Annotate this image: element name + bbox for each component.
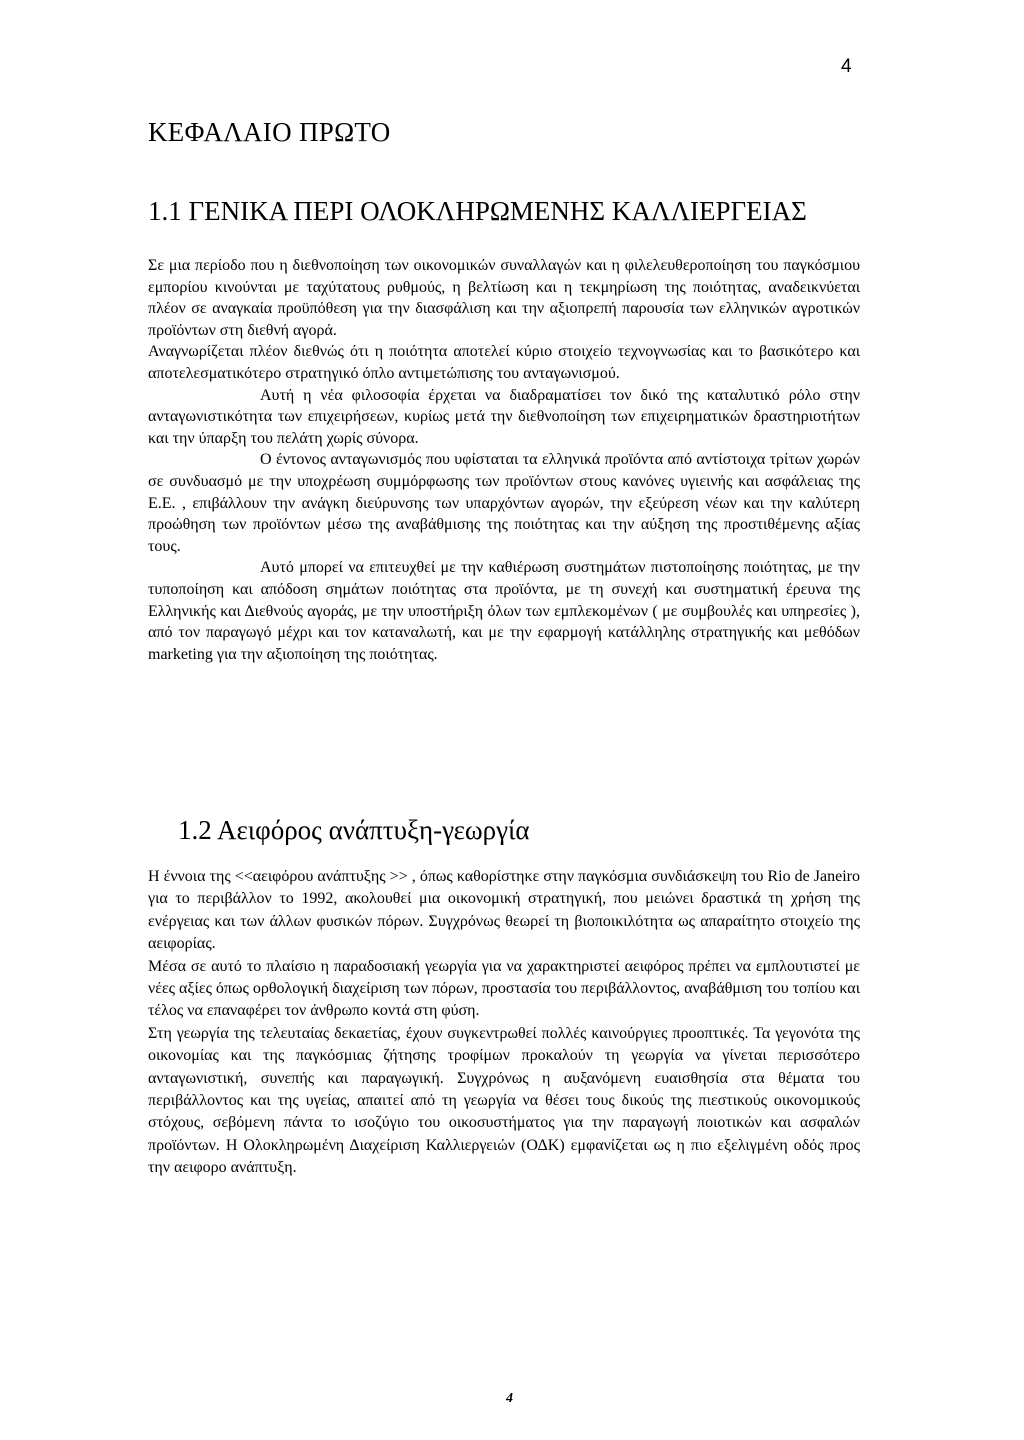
paragraph: Αυτό μπορεί να επιτευχθεί με την καθιέρωση συστημάτων πιστοποίησης ποιότητας, με την τυποποίηση και απόδοση σημάτων ποιότητας στα προϊόντα, με τη συνεχή και συστηματική έρευνα της Ελληνικής και Διεθνούς αγοράς, με την υποστήριξη όλων των εμπλεκομένων ( με συμβουλές και υπηρεσίες ), από τον παραγωγό μέχρι και τον καταναλωτή, και με την εφαρμογή κατάλληλης στρατηγικής και μεθόδων marketing για την αξιοποίηση της ποιότητας.	[148, 559, 860, 663]
paragraph: Στη γεωργία της τελευταίας δεκαετίας, έχουν συγκεντρωθεί πολλές καινούργιες προοπτικές. Τα γεγονότα της οικονομίας και της παγκόσμιας ζήτησης τροφίμων προκαλούν τη γεωργία να γίνεται περισσότερο ανταγωνιστική, συνεπής και παραγωγική. Συγχρόνως η αυξανόμενη ευαισθησία στα θέματα του περιβάλλοντος και της υγείας, απαιτεί από τη γεωργία να θέσει τους δικούς της πιεστικούς οικονομικούς στόχους, σεβόμενη πάντα το ισοζύγιο του οικοσυστήματος για την παραγωγή ποιοτικών και ασφαλών προϊόντων. Η Ολοκληρωμένη Διαχείριση Καλλιεργειών (ΟΔΚ) εμφανίζεται ως η πιο εξελιγμένη οδός προς την αειφορο ανάπτυξη.	[148, 1024, 860, 1177]
paragraph: Αναγνωρίζεται πλέον διεθνώς ότι η ποιότητα αποτελεί κύριο στοιχείο τεχνογνωσίας και το βασικότερο και αποτελεσματικότερο στρατηγικό όπλο αντιμετώπισης του ανταγωνισμού.	[148, 343, 860, 382]
page-number: 4	[841, 56, 852, 77]
paragraph: Σε μια περίοδο που η διεθνοποίηση των οικονομικών συναλλαγών και η φιλελευθεροποίηση του παγκόσμιου εμπορίου κινούνται με ταχύτατους ρυθμούς, η βελτίωση και η τεκμηρίωση της ποιότητας, αναδεικνύεται πλέον σε αναγκαία προϋπόθεση για την διασφάλιση και την αξιοπρεπή παρουσία των ελληνικών αγροτικών προϊόντων στη διεθνή αγορά.	[148, 257, 860, 339]
section-1-title: 1.1 ΓΕΝΙΚΑ ΠΕΡΙ ΟΛΟΚΛΗΡΩΜΕΝΗΣ ΚΑΛΛΙΕΡΓΕΙΑΣ	[148, 196, 807, 226]
paragraph: Μέσα σε αυτό το πλαίσιο η παραδοσιακή γεωργία για να χαρακτηριστεί αειφόρος πρέπει να εμπλουτιστεί με νέες αξίες όπως ορθολογική διαχείριση των πόρων, προστασία του περιβάλλοντος, αναβάθμιση του τοπίου και τέλος να επαναφέρει τον άνθρωπο κοντά στη φύση.	[148, 957, 860, 1020]
section-2-title: 1.2 Αειφόρος ανάπτυξη-γεωργία	[178, 815, 530, 845]
paragraph: Ο έντονος ανταγωνισμός που υφίσταται τα ελληνικά προϊόντα από αντίστοιχα τρίτων χωρών σε συνδυασμό με την υποχρέωση συμμόρφωσης των προϊόντων στους κανόνες υγιεινής και ασφάλειας της Ε.Ε. , επιβάλλουν την ανάγκη διεύρυνσης των υπαρχόντων αγορών, την εξεύρεση νέων και την καλύτερη προώθηση των προϊόντων μέσω της αναβάθμισης της ποιότητας και την αύξηση της προστιθέμενης αξίας τους.	[148, 451, 860, 555]
section-2-body	[148, 866, 860, 1180]
paragraph: Η έννοια της <<αειφόρου ανάπτυξης >> , όπως καθορίστηκε στην παγκόσμια συνδιάσκεψη του Rio de Janeiro για το περιβάλλον το 1992, ακολουθεί μια οικονομική στρατηγική, που μειώνει δραστικά τη χρήση της ενέργειας και των άλλων φυσικών πόρων. Συγχρόνως θεωρεί τη βιοποικιλότητα ως απαραίτητο στοιχείο της αειφορίας.	[148, 868, 860, 953]
paragraph: Αυτή η νέα φιλοσοφία έρχεται να διαδραματίσει τον δικό της καταλυτικό ρόλο στην ανταγωνιστικότητα των επιχειρήσεων, κυρίως μετά την διεθνοποίηση των επιχειρηματικών δραστηριοτήτων και την ύπαρξη του πελάτη χωρίς σύνορα.	[148, 386, 860, 447]
chapter-title: ΚΕΦΑΛΑΙΟ ΠΡΩΤΟ	[148, 117, 391, 147]
footer-page-mark: 4	[506, 1391, 513, 1406]
section-1-body	[148, 255, 860, 665]
